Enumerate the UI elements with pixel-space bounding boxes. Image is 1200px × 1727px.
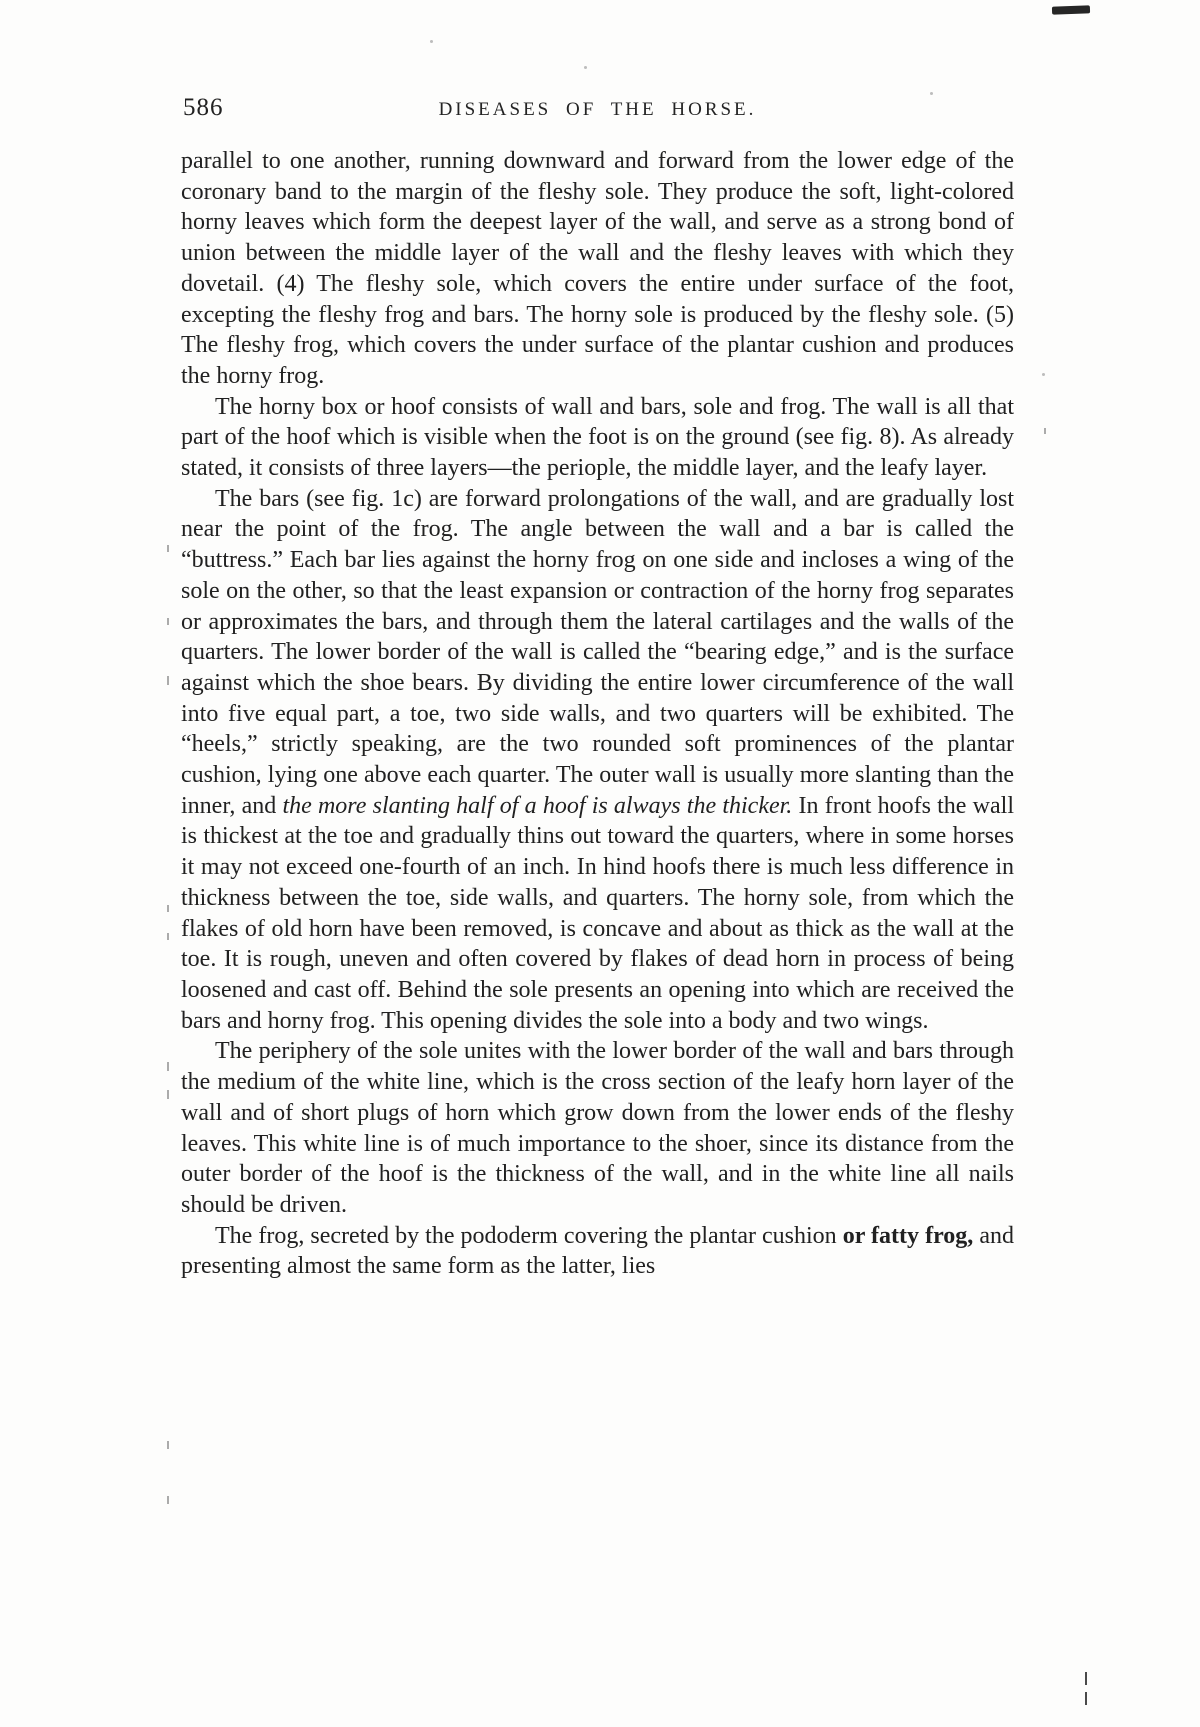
scan-artifact	[167, 1496, 169, 1504]
paragraph	[181, 484, 1014, 1037]
paragraph	[181, 1036, 1014, 1220]
scan-artifact	[167, 1441, 169, 1449]
scan-artifact	[167, 933, 169, 940]
running-title: DISEASES OF THE HORSE.	[438, 99, 757, 120]
paragraph	[181, 146, 1014, 392]
scan-artifact	[167, 1090, 169, 1099]
text-segment-italic: the more slanting half of a hoof is always the thicker.	[282, 792, 793, 819]
scan-artifact	[167, 676, 169, 685]
scan-artifact	[167, 905, 169, 912]
scan-artifact	[584, 66, 587, 69]
text-segment: and presenting almost the same form as the latter, lies	[181, 1222, 1014, 1280]
body-text	[181, 146, 1014, 1282]
text-segment: parallel to one another, running downward and forward from the lower edge of the coronary band to the margin of the fleshy sole. They produce the soft, light-colored horny leaves which form the deepest layer of the wall, and serve as a strong bond of union between the middle layer of the wall and the fleshy leaves with which they dovetail. (4) The fleshy sole, which covers the entire under surface of the foot, excepting the fleshy frog and bars. The horny sole is produced by the fleshy sole. (5) The fleshy frog, which covers the under surface of the plantar cushion and produces the horny frog.	[181, 148, 1014, 389]
scan-artifact	[1052, 5, 1090, 14]
scan-artifact	[1085, 1692, 1087, 1705]
text-segment: The bars (see fig. 1c) are forward prolongations of the wall, and are gradually lost near the point of the frog. The angle between the wall and a bar is called the “buttress.” Each bar lies against the horny frog on one side and incloses a wing of the sole on the other, so that the least expansion or contraction of the horny frog separates or approximates the bars, and through them the lateral cartilages and the walls of the quarters. The lower border of the wall is called the “bearing edge,” and is the surface against which the shoe bears. By dividing the entire lower circumference of the wall into five equal part, a toe, two side walls, and two quarters will be exhibited. The “heels,” strictly speaking, are the two rounded soft prominences of the plantar cushion, lying one above each quarter. The outer wall is usually more slanting than the inner, and	[181, 485, 1014, 819]
page-content	[181, 94, 1014, 1282]
text-segment-bold: or fatty frog,	[842, 1222, 974, 1249]
scan-artifact	[430, 40, 433, 43]
page-number: 586	[183, 94, 224, 121]
scan-artifact	[167, 1062, 169, 1071]
scan-artifact	[1085, 1672, 1087, 1685]
text-segment: The horny box or hoof consists of wall and bars, sole and frog. The wall is all that part of the hoof which is visible when the foot is on the ground (see fig. 8). As already stated, it consists of three layers—the periople, the middle layer, and the leafy layer.	[181, 393, 1014, 482]
text-segment: In front hoofs the wall is thickest at the toe and gradually thins out toward the quarters, where in some horses it may not exceed one-fourth of an inch. In hind hoofs there is much less difference in thickness between the toe, side walls, and quarters. The horny sole, from which the flakes of old horn have been removed, is concave and about as thick as the wall at the toe. It is rough, uneven and often covered by flakes of dead horn in process of being loosened and cast off. Behind the sole presents an opening into which are received the bars and horny frog. This opening divides the sole into a body and two wings.	[181, 792, 1014, 1034]
paragraph	[181, 392, 1014, 484]
text-segment: The frog, secreted by the pododerm covering the plantar cushion	[215, 1222, 843, 1249]
scan-artifact	[167, 618, 169, 625]
page-masthead	[181, 94, 1014, 124]
scan-artifact	[1044, 428, 1046, 434]
scan-artifact	[1042, 373, 1045, 376]
text-segment: The periphery of the sole unites with the lower border of the wall and bars through the medium of the white line, which is the cross section of the leafy horn layer of the wall and of short plugs of horn which grow down from the lower ends of the fleshy leaves. This white line is of much importance to the shoer, since its distance from the outer border of the hoof is the thickness of the wall, and in the white line all nails should be driven.	[181, 1038, 1014, 1218]
scan-artifact	[167, 545, 169, 552]
paragraph	[181, 1221, 1014, 1282]
scan-artifact	[930, 92, 933, 95]
